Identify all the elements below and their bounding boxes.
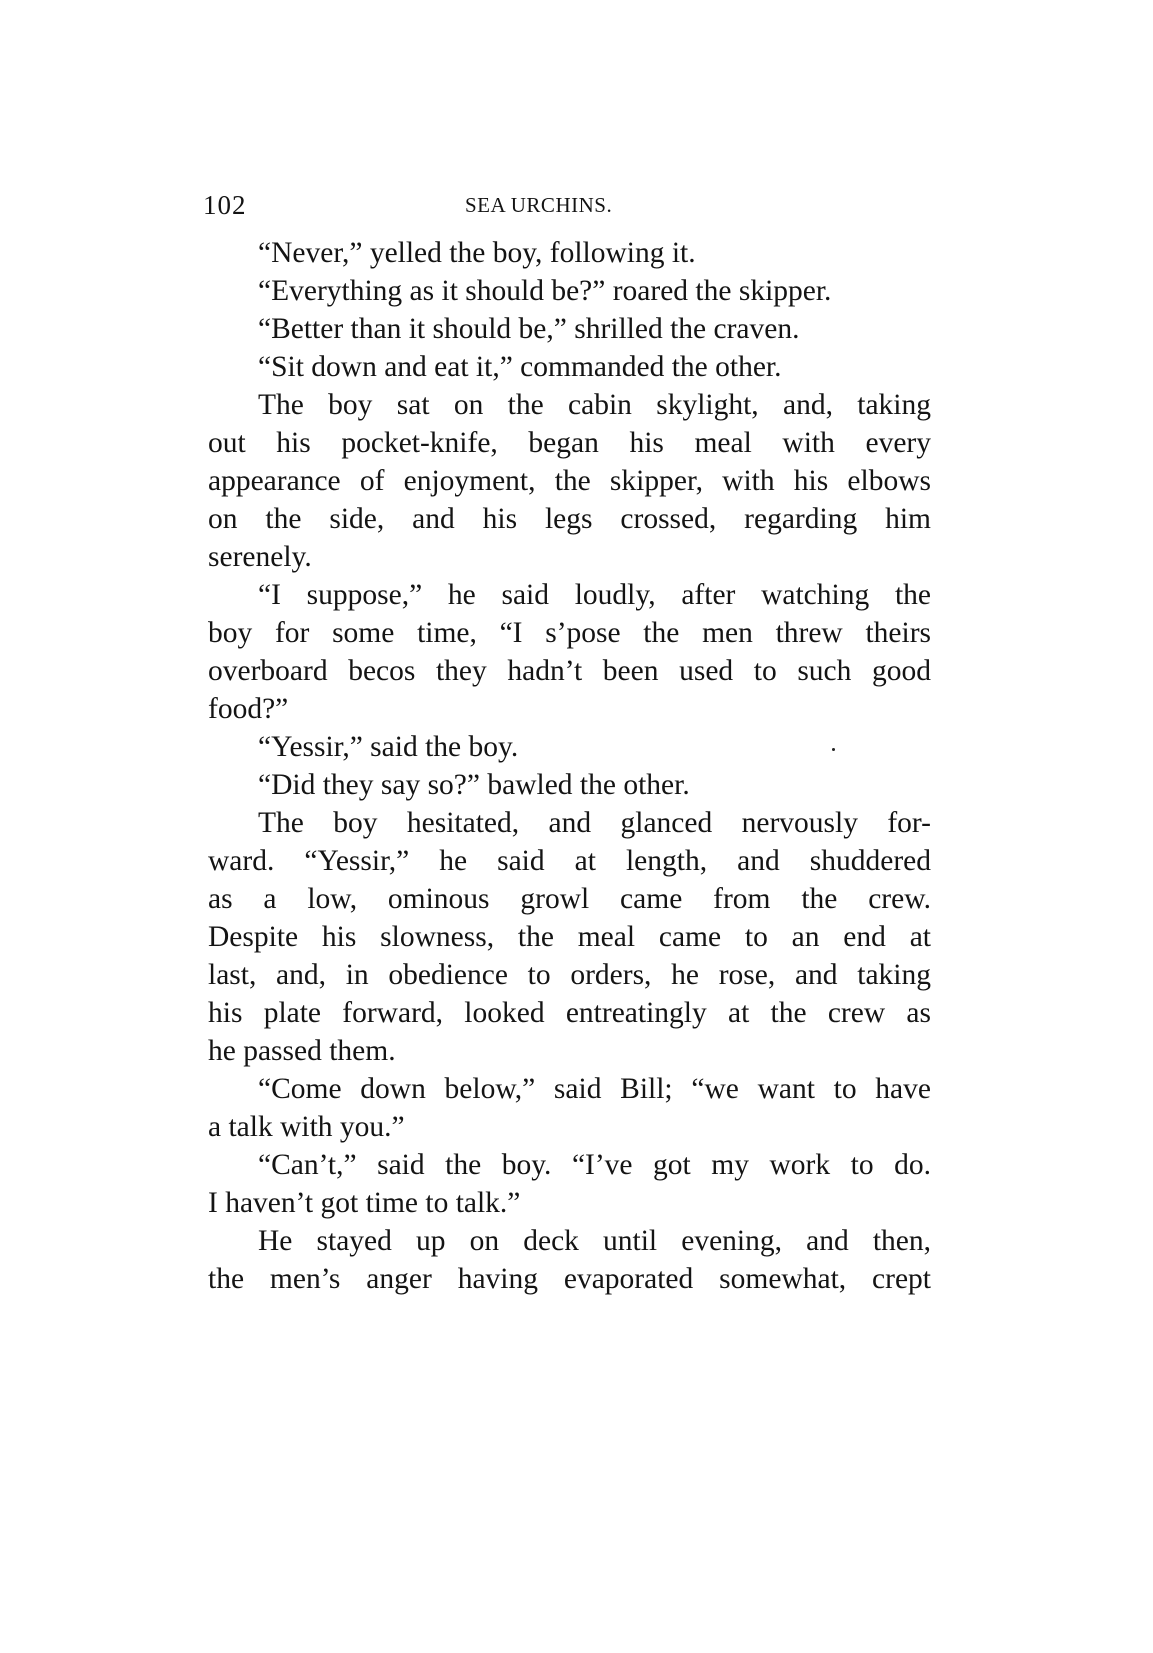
text-line: out his pocket-knife, began his meal with every: [208, 427, 931, 459]
page-number: 102: [203, 190, 247, 220]
text-line: ward. “Yessir,” he said at length, and shuddered: [208, 845, 931, 877]
print-speck: [832, 748, 835, 751]
text-line: boy for some time, “I s’pose the men threw theirs: [208, 617, 931, 649]
text-line: he passed them.: [208, 1035, 396, 1067]
text-line: the men’s anger having evaporated somewhat, crept: [208, 1263, 931, 1295]
text-line: last, and, in obedience to orders, he rose, and taking: [208, 959, 931, 991]
text-line: “Better than it should be,” shrilled the craven.: [258, 313, 800, 345]
text-line: a talk with you.”: [208, 1111, 405, 1143]
text-line: on the side, and his legs crossed, regarding him: [208, 503, 931, 535]
running-head: [203, 190, 923, 230]
text-line: food?”: [208, 693, 289, 725]
text-line: “I suppose,” he said loudly, after watching the: [258, 579, 931, 611]
body-text: [208, 234, 931, 1298]
text-line: “Yessir,” said the boy.: [258, 731, 519, 763]
text-line: I haven’t got time to talk.”: [208, 1187, 521, 1219]
text-line: “Never,” yelled the boy, following it.: [258, 237, 696, 269]
text-line: appearance of enjoyment, the skipper, with his elbows: [208, 465, 931, 497]
text-line: “Can’t,” said the boy. “I’ve got my work to do.: [258, 1149, 931, 1181]
running-title: SEA URCHINS.: [465, 193, 613, 217]
text-line: “Did they say so?” bawled the other.: [258, 769, 690, 801]
text-line: He stayed up on deck until evening, and then,: [258, 1225, 931, 1257]
text-line: overboard becos they hadn’t been used to such good: [208, 655, 931, 687]
text-line: The boy hesitated, and glanced nervously for-: [258, 807, 931, 839]
text-line: his plate forward, looked entreatingly at the crew as: [208, 997, 931, 1029]
text-line: The boy sat on the cabin skylight, and, taking: [258, 389, 931, 421]
text-line: Despite his slowness, the meal came to an end at: [208, 921, 931, 953]
text-line: “Everything as it should be?” roared the skipper.: [258, 275, 832, 307]
text-line: as a low, ominous growl came from the crew.: [208, 883, 931, 915]
text-line: “Come down below,” said Bill; “we want to have: [258, 1073, 931, 1105]
text-line: “Sit down and eat it,” commanded the other.: [258, 351, 782, 383]
text-line: serenely.: [208, 541, 312, 573]
